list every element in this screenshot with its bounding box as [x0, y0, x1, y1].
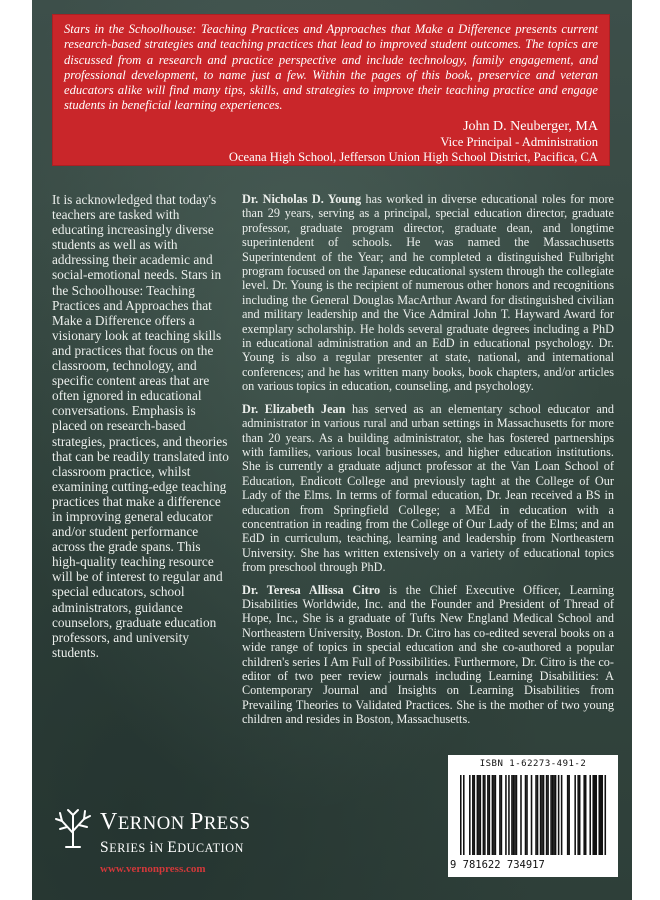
barcode-bar — [540, 775, 542, 855]
author-bio — [242, 402, 614, 575]
barcode-bar — [543, 775, 545, 855]
endorsement-quote: Stars in the Schoolhouse: Teaching Practices and Approaches that Make a Difference presents current research-based strategies and teaching practices that lead to improved student outcomes. The topics are discussed from a research and practice perspective and include technology, family engagement, and professional development, to name just a few. Within the pages of this book, preservice and veteran educators alike will find many tips, skills, and strategies to improve their teaching practice and engage students in beneficial learning experiences. — [64, 22, 598, 113]
publisher-name-text: VERNON PRESS — [100, 809, 251, 835]
barcode-bar — [469, 775, 471, 855]
barcode-bar — [577, 775, 579, 855]
barcode-bar — [492, 775, 494, 855]
endorser-role: Vice Principal - Administration — [440, 134, 598, 149]
right-margin — [632, 0, 660, 900]
barcode-bar — [567, 775, 569, 855]
barcode-bar — [592, 775, 594, 855]
barcode-bar — [489, 775, 491, 855]
author-bio-text: has served as an elementary school educator and administrator in various rural and urban settings in Massachusetts for more than 20 years. As a building administrator, she has fostered partnerships with families, various local businesses, and higher education institutions. She is currently a graduate adjunct professor at the Van Loan School of Education, Endicott College and previously taght at the College of Our Lady of the Elms. In terms of formal education, Dr. Jean received a BS in education from Springfield College; a MEd in education with a concentration in reading from the College of Our Lady of the Elms; and an EdD in curriculum, teaching, learning and leadership from Northeastern University. She has written extensively on a variety of educational topics from preschool through PhD. — [242, 401, 615, 575]
barcode-bar — [513, 775, 515, 855]
barcode-bar — [537, 775, 539, 855]
barcode-bar — [546, 775, 548, 855]
barcode-bar — [558, 775, 560, 855]
endorser-name: John D. Neuberger, MA — [463, 118, 598, 134]
barcode-bar — [478, 775, 480, 855]
barcode-bar — [552, 775, 554, 855]
barcode-bar — [511, 775, 513, 855]
barcode-bar — [555, 775, 557, 855]
barcode-bar — [535, 775, 537, 855]
barcode — [458, 775, 608, 855]
barcode-bar — [477, 775, 479, 855]
barcode-bar — [598, 775, 600, 855]
barcode-bar — [601, 775, 603, 855]
author-bios — [242, 192, 614, 735]
barcode-bar — [574, 775, 576, 855]
book-description: It is acknowledged that today's teachers are tasked with educating increasingly diverse students as well as with addressing their academic and social-emotional needs. Stars in the Schoolhouse: Teaching Practices and Approaches that Make a Difference offers a visionary look at teaching skills and practices that focus on the classroom, technology, and specific content areas that are often ignored in educational conversations. Emphasis is placed on research-based strategies, practices, and theories that can be readily translated into classroom practice, whilst examining cutting-edge teaching practices that make a difference in improving general educator and/or student performance across the grade spans. This high-quality teaching resource will be of interest to regular and special educators, school administrators, guidance counselors, graduate education professors, and university students. — [52, 192, 229, 660]
author-name: Dr. Elizabeth Jean — [242, 401, 346, 416]
barcode-bar — [604, 775, 606, 855]
barcode-bar — [499, 775, 501, 855]
endorser-affiliation: Oceana High School, Jefferson Union High School District, Pacifica, CA — [228, 150, 598, 165]
endorsement-box — [52, 14, 610, 166]
publisher-logo — [52, 805, 287, 880]
barcode-bar — [474, 775, 476, 855]
author-name: Dr. Teresa Allissa Citro — [242, 582, 381, 597]
barcode-bar — [579, 775, 581, 855]
barcode-bar — [472, 775, 474, 855]
series-name: SERIES iN EDUCATION — [100, 839, 244, 856]
barcode-bar — [520, 775, 522, 855]
barcode-bar — [514, 775, 516, 855]
barcode-bar — [505, 775, 507, 855]
tree-icon — [52, 807, 94, 849]
author-name: Dr. Nicholas D. Young — [242, 192, 362, 206]
barcode-bar — [561, 775, 563, 855]
isbn-label: ISBN 1-62273-491-2 — [479, 759, 587, 769]
barcode-bar — [553, 775, 555, 855]
barcode-bar — [508, 775, 510, 855]
barcode-bar — [493, 775, 495, 855]
barcode-bar — [594, 775, 596, 855]
left-margin — [0, 0, 32, 900]
barcode-bar — [501, 775, 503, 855]
barcode-bar — [541, 775, 543, 855]
barcode-bar — [525, 775, 527, 855]
barcode-bar — [526, 775, 528, 855]
barcode-bar — [531, 775, 533, 855]
author-bio — [242, 583, 614, 727]
author-bio — [242, 192, 614, 394]
barcode-bar — [585, 775, 587, 855]
barcode-bar — [568, 775, 570, 855]
barcode-bar — [463, 775, 465, 855]
barcode-bar — [480, 775, 482, 855]
barcode-digits: 9 781622 734917 — [450, 859, 545, 871]
publisher-name — [100, 809, 251, 836]
barcode-bar — [550, 775, 552, 855]
barcode-bar — [495, 775, 497, 855]
author-bio-text: has worked in diverse educational roles for more than 29 years, serving as a principal, special education director, graduate professor, graduate program director, graduate dean, and longtime superintendent of schools. He was named the Massachusetts Superintendent of the Year; and he completed a distinguished Fulbright program focused on the Japanese educational system through the collegiate level. Dr. Young is the recipient of numerous other honors and recognitions including the General Douglas MacArthur Award for distinguished civilian and military leadership and the Vice Admiral John T. Hayward Award for exemplary scholarship. He holds several graduate degrees including a PhD in educational administration and an EdD in educational psychology. Dr. Young is also a regular presenter at state, national, and international conferences; and he has written many books, book chapters, and/or articles on various topics in education, counseling, and psychology. — [242, 192, 614, 394]
barcode-bar — [483, 775, 485, 855]
barcode-bar — [600, 775, 602, 855]
barcode-bar — [487, 775, 489, 855]
barcode-bar — [547, 775, 549, 855]
barcode-bar — [460, 775, 462, 855]
publisher-url[interactable]: www.vernonpress.com — [100, 863, 206, 875]
author-bio-text: is the Chief Executive Officer, Learning Disabilities Worldwide, Inc. and the Founder and President of Thread of Hope, Inc., She is a graduate of Tufts New England Medical School and Northeastern University, Boston. Dr. Citro has co-edited several books on a wide range of topics in special education and she co-authored a popular children's series I Am Full of Possibilities. Furthermore, Dr. Citro is the co-editor of two peer review journals including Learning Disabilities: A Contemporary Journal and Insights on Learning Disabilities from Prevailing Theories to Validated Practices. She is the mother of two young children and resides in Boston, Massachusetts. — [242, 582, 614, 727]
barcode-bar — [589, 775, 591, 855]
barcode-bar — [516, 775, 518, 855]
barcode-bar — [583, 775, 585, 855]
barcode-bar — [484, 775, 486, 855]
endorsement-attribution — [64, 118, 598, 166]
barcode-bar — [595, 775, 597, 855]
isbn-barcode-box — [448, 755, 618, 877]
